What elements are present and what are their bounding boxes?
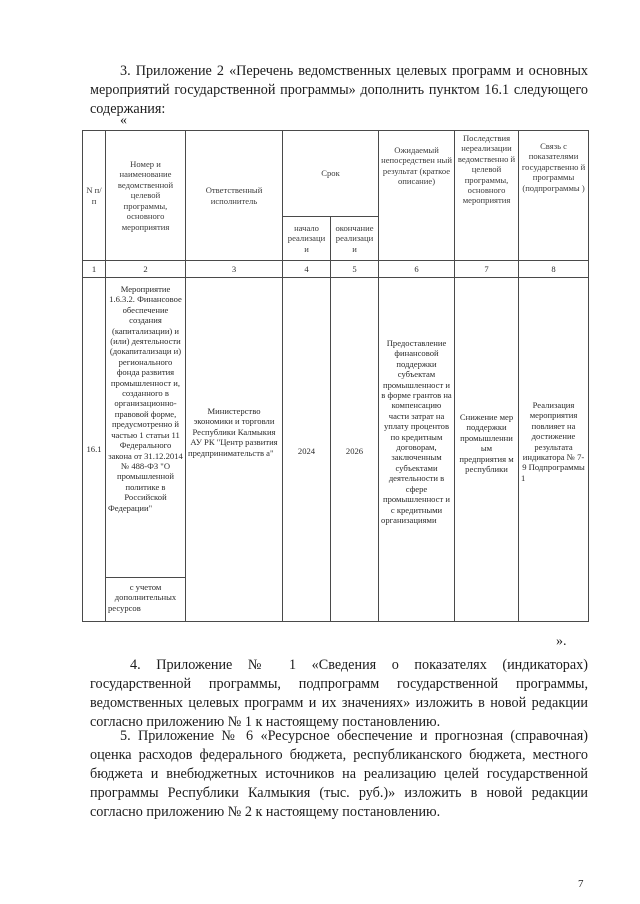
row-executor: Министерство экономики и торговли Республики Калмыкия АУ РК "Центр развития предпринимательств а" bbox=[186, 278, 283, 622]
row-consequence: Снижение мер поддержки промышленни ым предприятия м республики bbox=[455, 278, 519, 622]
header-link: Связь с показателями государственно й программы (подпрограммы ) bbox=[519, 131, 589, 261]
column-number-2: 2 bbox=[106, 261, 186, 278]
header-term-start: начало реализаци и bbox=[283, 217, 331, 261]
row-name-extra: с учетом дополнительных ресурсов bbox=[106, 578, 186, 622]
column-number-7: 7 bbox=[455, 261, 519, 278]
column-number-5: 5 bbox=[331, 261, 379, 278]
row-name: Мероприятие 1.6.3.2. Финансовое обеспечение создания (капитализации) и (или) деятельности (докапитализаци и) регионального фонда развития промышленност и, созданного в организационно-правовой форме, предусмотренно й частью 1 статьи 11 Федерального закона от 31.12.2014 № 488-ФЗ "О промышленной политике в Российской Федерации" bbox=[106, 278, 186, 578]
paragraph-3: 3. Приложение 2 «Перечень ведомственных целевых программ и основных мероприятий государственной программы» дополнить пунктом 16.1 следующего содержания: bbox=[90, 63, 588, 117]
row-result: Предоставление финансовой поддержки субъектам промышленност и в форме грантов на компенсацию части затрат на уплату процентов по кредитным договорам, заключенным субъектами деятельности в сфере промышленност и с кредитными организациями bbox=[379, 278, 455, 622]
quote-close: ». bbox=[556, 634, 567, 649]
row-link: Реализация мероприятия повлияет на достижение результата индикатора № 7-9 Подпрограммы 1 bbox=[519, 278, 589, 622]
column-number-1: 1 bbox=[83, 261, 106, 278]
column-number-6: 6 bbox=[379, 261, 455, 278]
header-name: Номер и наименование ведомственной целевой программы, основного мероприятия bbox=[106, 131, 186, 261]
row-end: 2026 bbox=[331, 278, 379, 622]
header-term: Срок bbox=[283, 131, 379, 217]
column-number-4: 4 bbox=[283, 261, 331, 278]
header-number: N п/п bbox=[83, 131, 106, 261]
page-number: 7 bbox=[578, 878, 584, 890]
column-number-8: 8 bbox=[519, 261, 589, 278]
quote-open: « bbox=[120, 113, 127, 128]
row-number: 16.1 bbox=[83, 278, 106, 622]
paragraph-4: 4. Приложение № 1 «Сведения о показателях (индикаторах) государственной программы, подпрограмм государственной программы, ведомственных целевых программ и их значениях» изложить в новой редакции согласно приложению № 1 к настоящему постановлению. bbox=[90, 657, 588, 730]
header-term-end: окончание реализаци и bbox=[331, 217, 379, 261]
row-start: 2024 bbox=[283, 278, 331, 622]
header-executor: Ответственный исполнитель bbox=[186, 131, 283, 261]
header-result: Ожидаемый непосредствен ный результат (краткое описание) bbox=[379, 131, 455, 261]
programs-table bbox=[82, 130, 589, 622]
header-consequence: Последствия нереализации ведомственно й целевой программы, основного мероприятия bbox=[455, 131, 519, 261]
paragraph-5: 5. Приложение № 6 «Ресурсное обеспечение и прогнозная (справочная) оценка расходов федерального бюджета, республиканского бюджета, местного бюджета и внебюджетных источников на реализацию целей государственной программы Республики Калмыкия (тыс. руб.)» изложить в новой редакции согласно приложению № 2 к настоящему постановлению. bbox=[90, 728, 588, 820]
column-number-3: 3 bbox=[186, 261, 283, 278]
